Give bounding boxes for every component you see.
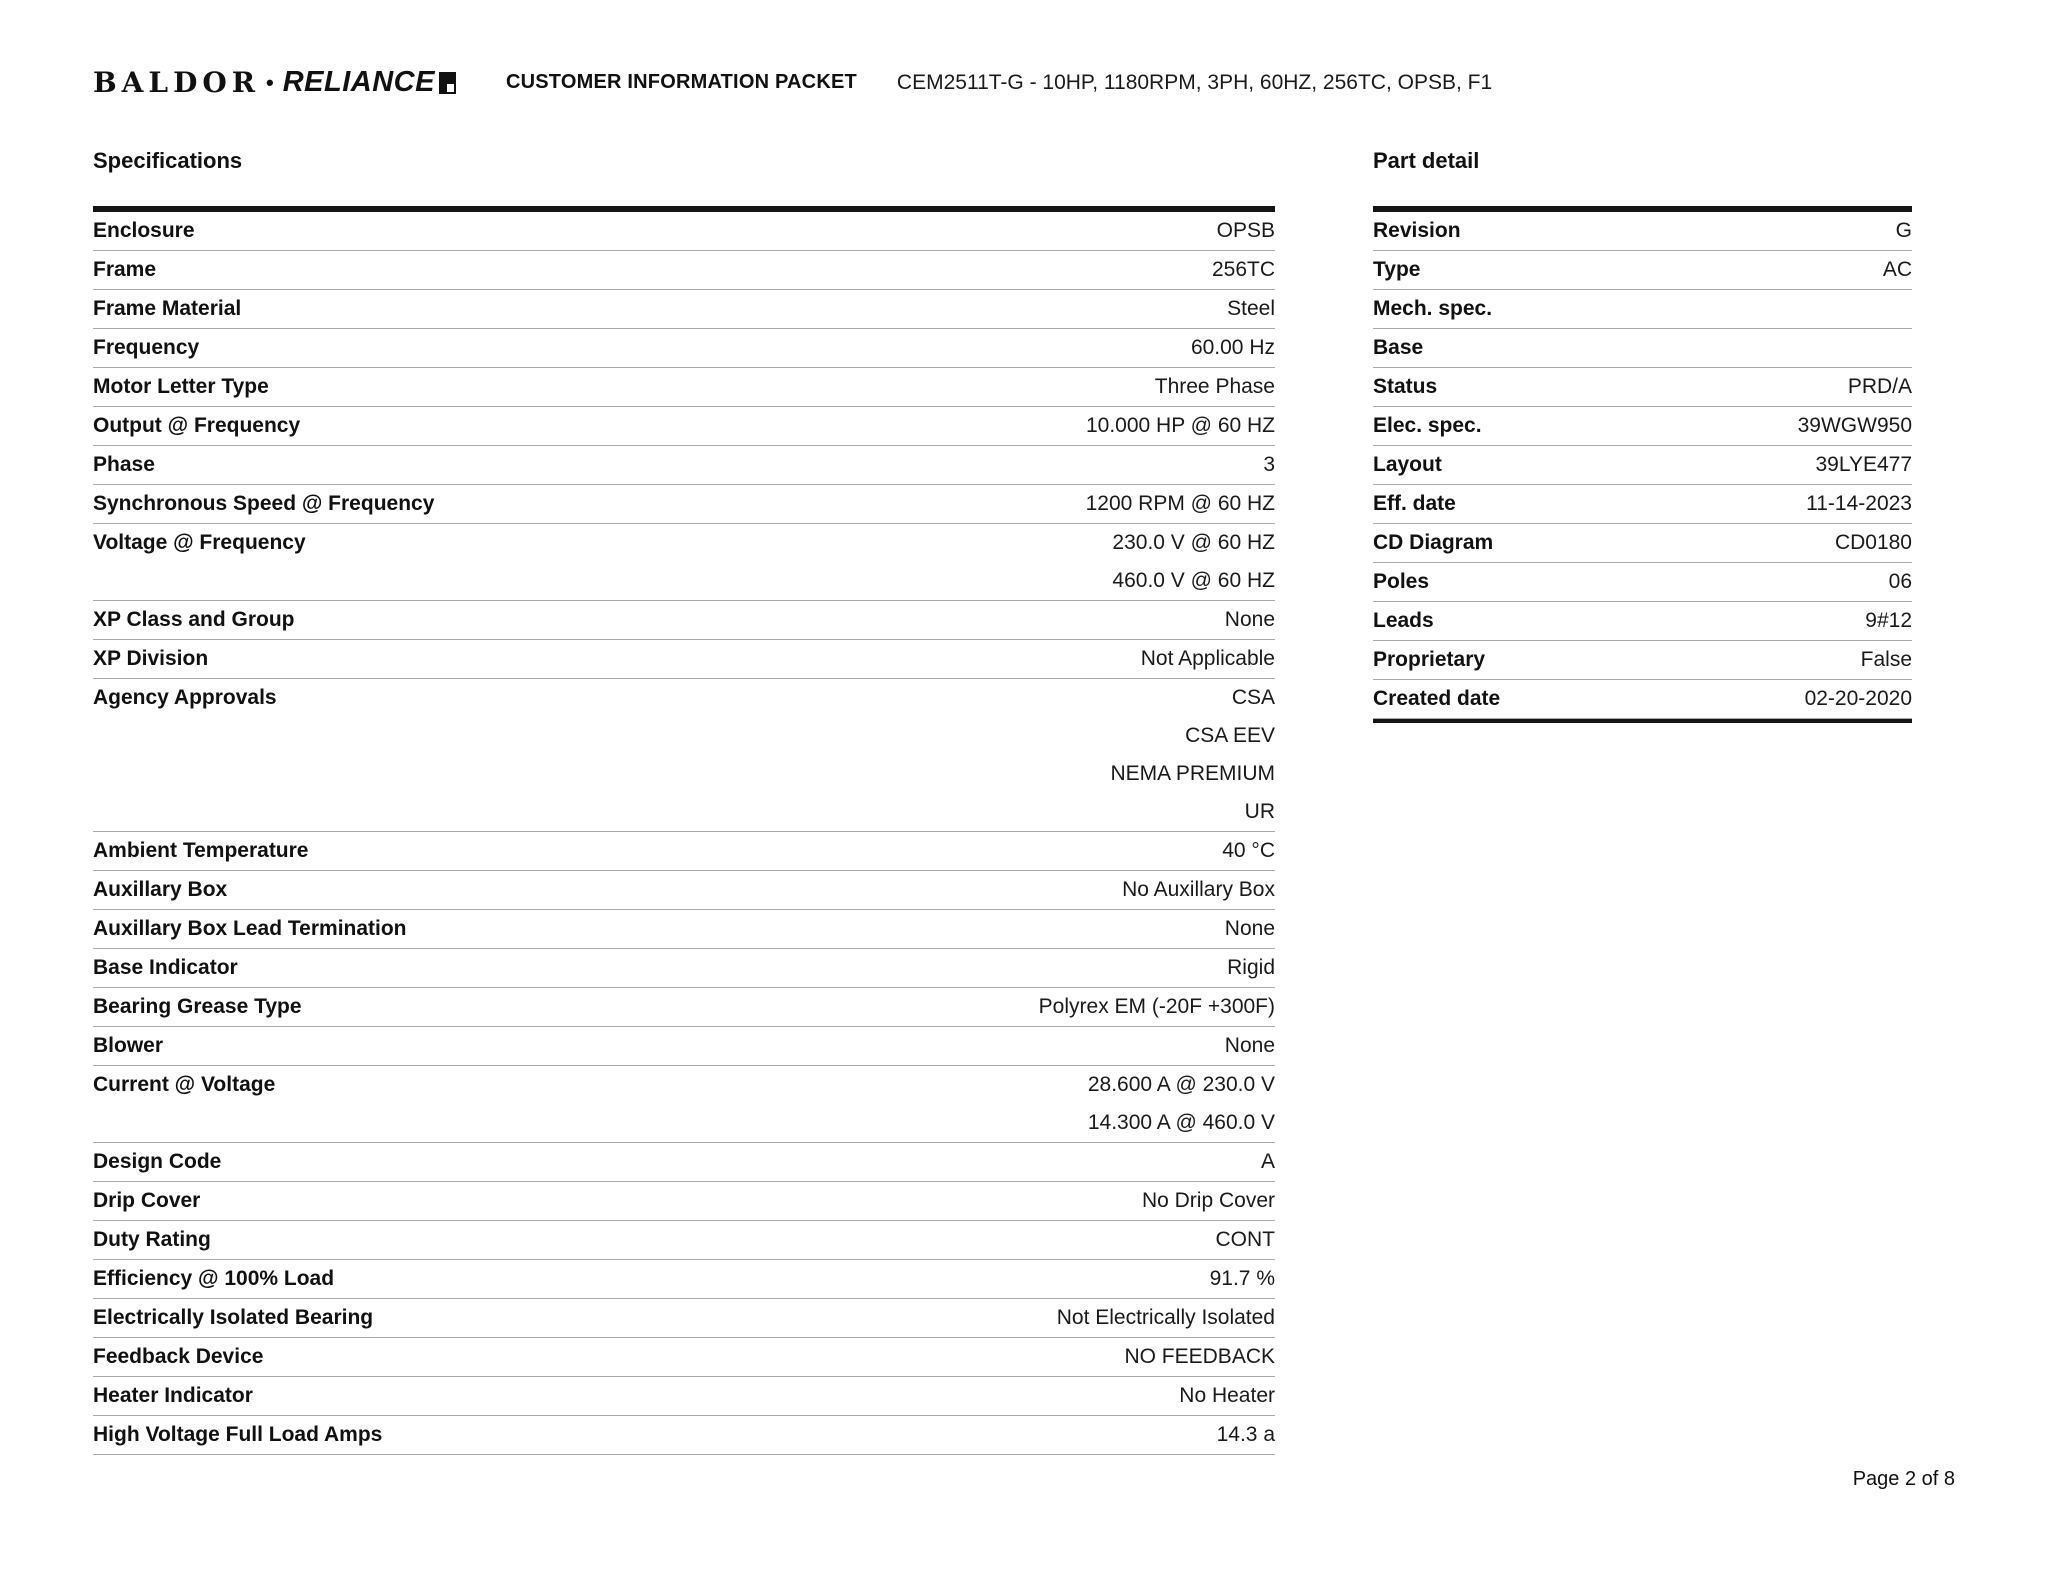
row-label: Design Code — [93, 1150, 222, 1173]
row-value: False — [1860, 648, 1912, 671]
row-values — [1141, 640, 1275, 678]
row-values — [1216, 1221, 1276, 1259]
page-indicator: Page 2 of 8 — [1852, 1468, 1955, 1490]
row-label: XP Division — [93, 647, 209, 670]
row-value: CONT — [1215, 1228, 1275, 1251]
table-row — [93, 446, 1275, 485]
row-value: 28.600 A @ 230.0 V — [1087, 1073, 1275, 1096]
table-row — [93, 1221, 1275, 1260]
table-row — [93, 1066, 1275, 1143]
row-values — [1848, 368, 1912, 406]
row-value: 11-14-2023 — [1806, 492, 1912, 515]
row-value: 3 — [1263, 453, 1275, 476]
part-detail-table — [1373, 206, 1912, 723]
row-value: No Auxillary Box — [1122, 878, 1275, 901]
table-row — [1373, 290, 1912, 329]
row-value: 10.000 HP @ 60 HZ — [1085, 414, 1275, 437]
product-description: CEM2511T-G - 10HP, 1180RPM, 3PH, 60HZ, 256TC, OPSB, F1 — [896, 70, 1493, 94]
row-value: No Drip Cover — [1141, 1189, 1275, 1212]
row-value: Three Phase — [1154, 375, 1275, 398]
row-value: A — [1260, 1150, 1275, 1173]
row-label: Frequency — [93, 336, 200, 359]
row-label: Current @ Voltage — [93, 1073, 276, 1096]
row-label: Created date — [1373, 687, 1501, 710]
table-row — [93, 1377, 1275, 1416]
row-values — [1798, 407, 1912, 445]
row-value: 460.0 V @ 60 HZ — [1112, 569, 1275, 592]
row-value: OPSB — [1216, 219, 1275, 242]
logo-baldor-text: BALDOR — [93, 66, 261, 99]
table-row — [93, 1182, 1275, 1221]
row-label: Leads — [1373, 609, 1434, 632]
row-label: Poles — [1373, 570, 1430, 593]
row-values — [1155, 368, 1275, 406]
logo-reliance-text: RELIANCE — [282, 66, 435, 98]
logo-dot: • — [266, 69, 274, 95]
table-row — [1373, 329, 1912, 368]
table-row — [1373, 641, 1912, 680]
row-values — [1835, 524, 1912, 562]
row-values — [1805, 680, 1912, 718]
row-value: CD0180 — [1834, 531, 1912, 554]
row-value: 1200 RPM @ 60 HZ — [1085, 492, 1275, 515]
row-values — [1179, 1377, 1275, 1415]
row-values — [1217, 1416, 1275, 1454]
row-value: 06 — [1888, 570, 1912, 593]
row-label: Enclosure — [93, 219, 195, 242]
row-label: Eff. date — [1373, 492, 1456, 515]
specifications-section — [93, 148, 1275, 1455]
row-value: None — [1224, 917, 1275, 940]
row-label: Heater Indicator — [93, 1384, 253, 1407]
row-value: AC — [1882, 258, 1912, 281]
row-value: NO FEEDBACK — [1124, 1345, 1275, 1368]
document-title: CUSTOMER INFORMATION PACKET — [505, 71, 857, 93]
row-label: Elec. spec. — [1373, 414, 1482, 437]
row-label: CD Diagram — [1373, 531, 1494, 554]
row-values — [1124, 1338, 1275, 1376]
table-row — [1373, 407, 1912, 446]
row-value: UR — [1244, 800, 1275, 823]
table-row — [93, 601, 1275, 640]
row-value: 39LYE477 — [1815, 453, 1912, 476]
table-row — [93, 485, 1275, 524]
row-value: Steel — [1227, 297, 1275, 320]
row-label: Electrically Isolated Bearing — [93, 1306, 374, 1329]
row-label: Status — [1373, 375, 1438, 398]
page-header — [93, 66, 1955, 99]
row-label: Synchronous Speed @ Frequency — [93, 492, 435, 515]
row-value: Not Applicable — [1140, 647, 1275, 670]
row-label: Revision — [1373, 219, 1461, 242]
table-row — [93, 871, 1275, 910]
row-label: Duty Rating — [93, 1228, 211, 1251]
table-row — [1373, 368, 1912, 407]
row-value: 14.3 a — [1216, 1423, 1275, 1446]
table-row — [93, 949, 1275, 988]
row-label: Auxillary Box — [93, 878, 228, 901]
row-label: Base Indicator — [93, 956, 238, 979]
row-label: XP Class and Group — [93, 608, 295, 631]
row-label: Output @ Frequency — [93, 414, 301, 437]
table-row — [1373, 251, 1912, 290]
table-row — [93, 1143, 1275, 1182]
part-detail-title: Part detail — [1373, 148, 1480, 173]
row-value: None — [1224, 608, 1275, 631]
table-row — [93, 1416, 1275, 1455]
row-values — [1086, 485, 1275, 523]
row-label: Feedback Device — [93, 1345, 264, 1368]
specifications-table — [93, 206, 1275, 1455]
table-row — [93, 329, 1275, 368]
table-row — [93, 679, 1275, 832]
row-values — [1039, 988, 1275, 1026]
table-row — [93, 251, 1275, 290]
row-values — [1225, 910, 1275, 948]
row-label: Ambient Temperature — [93, 839, 309, 862]
table-row — [1373, 680, 1912, 719]
part-detail-section — [1373, 148, 1912, 723]
row-label: Proprietary — [1373, 648, 1486, 671]
row-label: Mech. spec. — [1373, 297, 1493, 320]
row-value: Rigid — [1227, 956, 1275, 979]
row-value: G — [1895, 219, 1912, 242]
row-label: Auxillary Box Lead Termination — [93, 917, 407, 940]
row-values — [1263, 446, 1275, 484]
row-value: Polyrex EM (-20F +300F) — [1038, 995, 1275, 1018]
row-values — [1057, 1299, 1275, 1337]
row-label: Base — [1373, 336, 1424, 359]
row-value: PRD/A — [1847, 375, 1912, 398]
table-row — [1373, 524, 1912, 563]
row-label: Blower — [93, 1034, 164, 1057]
row-label: Motor Letter Type — [93, 375, 269, 398]
row-values — [1086, 407, 1275, 445]
table-row — [93, 212, 1275, 251]
row-label: Bearing Grease Type — [93, 995, 302, 1018]
table-row — [93, 910, 1275, 949]
row-label: Efficiency @ 100% Load — [93, 1267, 335, 1290]
row-value: 9#12 — [1865, 609, 1912, 632]
row-values — [1261, 1143, 1275, 1181]
row-value: Not Electrically Isolated — [1056, 1306, 1275, 1329]
row-values — [1217, 212, 1275, 250]
row-values — [1865, 602, 1912, 640]
row-values — [1222, 832, 1275, 870]
baldor-reliance-logo — [93, 66, 456, 99]
trademark-icon — [439, 72, 456, 94]
table-row — [93, 407, 1275, 446]
row-value: 14.300 A @ 460.0 V — [1087, 1111, 1275, 1134]
row-values — [1191, 329, 1275, 367]
row-values — [1227, 949, 1275, 987]
table-row — [1373, 212, 1912, 251]
row-values — [1088, 1066, 1275, 1142]
row-values — [1122, 871, 1275, 909]
row-value: CSA — [1231, 686, 1275, 709]
table-row — [93, 640, 1275, 679]
table-row — [93, 832, 1275, 871]
table-row — [1373, 485, 1912, 524]
table-row — [1373, 563, 1912, 602]
row-values — [1225, 1027, 1275, 1065]
table-row — [93, 1338, 1275, 1377]
row-label: Type — [1373, 258, 1421, 281]
row-value: No Heater — [1179, 1384, 1275, 1407]
row-values — [1210, 1260, 1275, 1298]
row-value: 230.0 V @ 60 HZ — [1112, 531, 1275, 554]
table-row — [93, 290, 1275, 329]
table-row — [93, 1260, 1275, 1299]
table-row — [93, 368, 1275, 407]
row-values — [1225, 601, 1275, 639]
specifications-title: Specifications — [93, 148, 243, 173]
row-value: CSA EEV — [1185, 724, 1275, 747]
table-row — [1373, 446, 1912, 485]
row-value: 256TC — [1211, 258, 1275, 281]
table-row — [1373, 602, 1912, 641]
row-value: 40 °C — [1222, 839, 1275, 862]
table-row — [93, 524, 1275, 601]
table-row — [93, 1027, 1275, 1066]
page-footer — [1853, 1468, 1955, 1491]
row-values — [1896, 212, 1912, 250]
row-value: 60.00 Hz — [1190, 336, 1275, 359]
row-values — [1806, 485, 1912, 523]
row-label: Voltage @ Frequency — [93, 531, 306, 554]
row-value: 39WGW950 — [1797, 414, 1912, 437]
row-label: Frame — [93, 258, 157, 281]
row-label: Drip Cover — [93, 1189, 201, 1212]
row-value: 91.7 % — [1209, 1267, 1275, 1290]
table-row — [93, 988, 1275, 1027]
row-value: NEMA PREMIUM — [1110, 762, 1275, 785]
row-label: Phase — [93, 453, 155, 476]
row-values — [1883, 251, 1912, 289]
row-values — [1110, 679, 1275, 831]
table-row — [93, 1299, 1275, 1338]
row-values — [1889, 563, 1912, 601]
row-label: High Voltage Full Load Amps — [93, 1423, 383, 1446]
row-value: None — [1224, 1034, 1275, 1057]
row-values — [1142, 1182, 1275, 1220]
row-values — [1861, 641, 1912, 679]
row-value: 02-20-2020 — [1804, 687, 1912, 710]
row-label: Frame Material — [93, 297, 242, 320]
row-values — [1212, 251, 1275, 289]
row-label: Layout — [1373, 453, 1442, 476]
row-label: Agency Approvals — [93, 686, 277, 709]
row-values — [1227, 290, 1275, 328]
row-values — [1815, 446, 1912, 484]
row-values — [1112, 524, 1275, 600]
